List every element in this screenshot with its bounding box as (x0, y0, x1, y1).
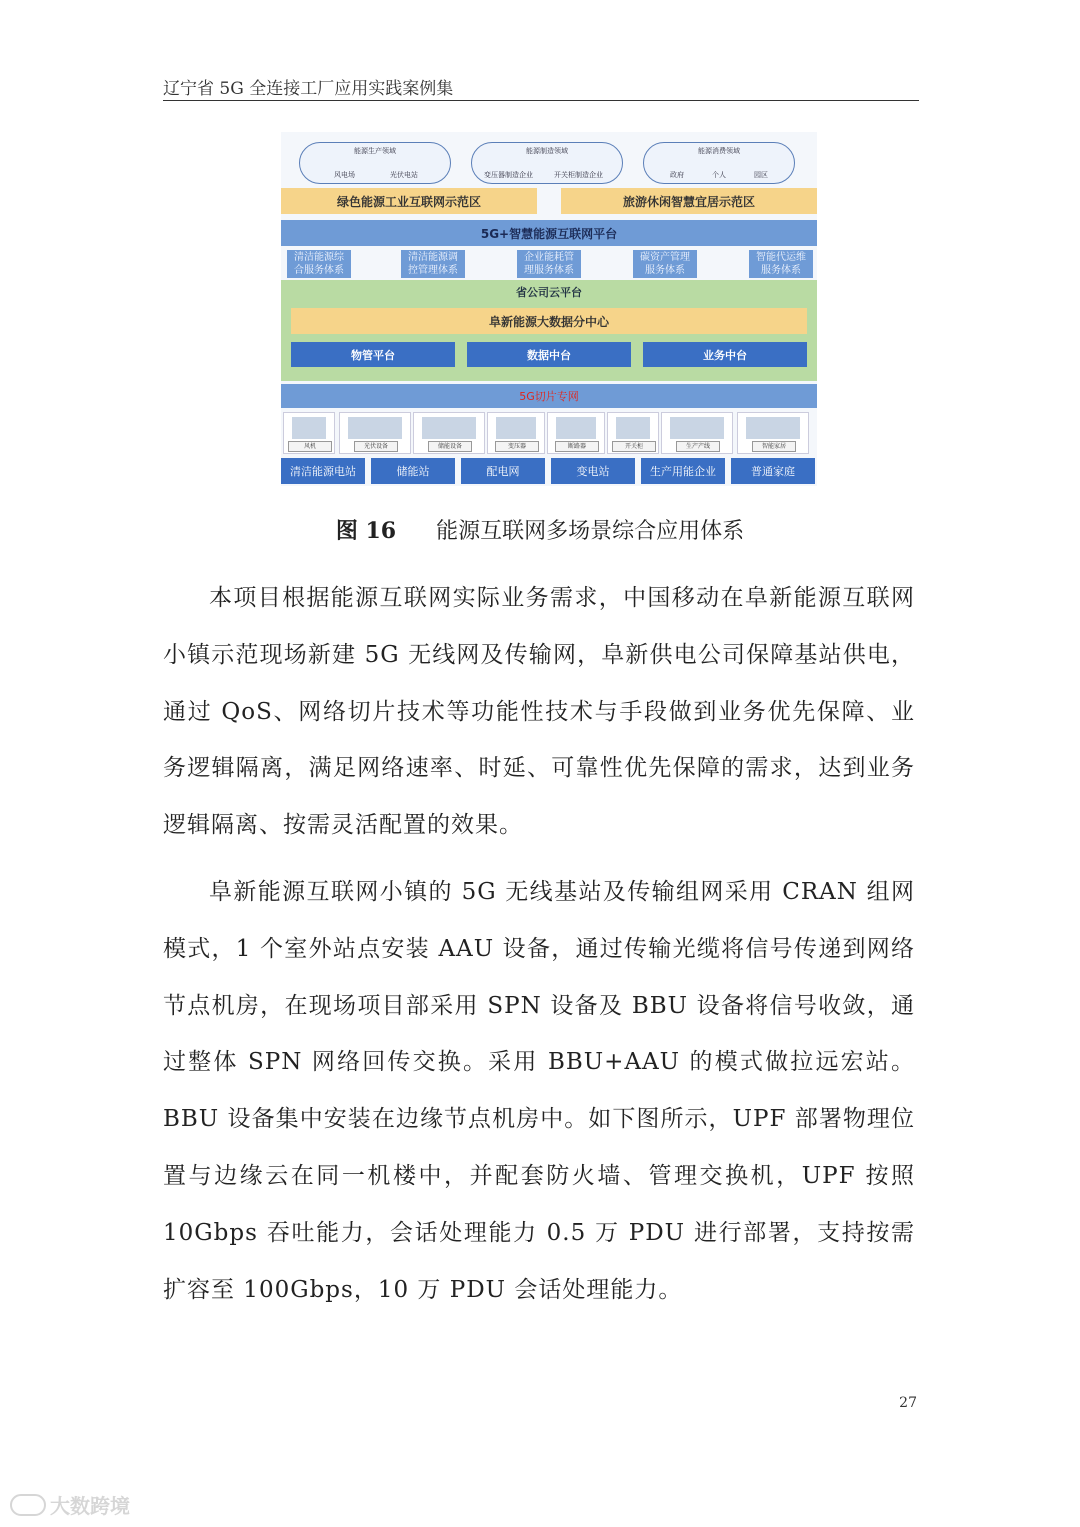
service-box: 清洁能源综 合服务体系 (287, 250, 351, 278)
equipment-label: 风机 (288, 441, 332, 452)
equipment-image (556, 417, 596, 439)
cloud-sub: 政府 (670, 171, 684, 179)
equipment-item (661, 412, 733, 454)
cloud-sub: 光伏电站 (390, 171, 418, 179)
service-box: 清洁能源调 控管理体系 (401, 250, 465, 278)
equipment-image (616, 417, 650, 439)
cloud-energy-consumption (643, 142, 795, 184)
site-box: 清洁能源电站 (281, 458, 365, 484)
equipment-image (422, 417, 476, 439)
middle-platform-iot: 物管平台 (291, 342, 455, 367)
equipment-image (670, 417, 724, 439)
equipment-label: 开关柜 (612, 441, 656, 452)
caption-text: 能源互联网多场景综合应用体系 (436, 519, 745, 544)
cloud-platform-title: 省公司云平台 (516, 286, 582, 299)
equipment-image (496, 417, 536, 439)
equipment-item (413, 412, 485, 454)
equipment-label: 智能家居 (752, 441, 796, 452)
figure-caption (0, 514, 1080, 545)
watermark-logo-icon (10, 1494, 46, 1516)
equipment-item (737, 412, 809, 454)
equipment-image (292, 417, 326, 439)
cloud-title: 能源制造领域 (526, 147, 568, 155)
middle-platform-business: 业务中台 (643, 342, 807, 367)
zone-tourism: 旅游休闲智慧宜居示范区 (561, 188, 817, 214)
zone-green-energy: 绿色能源工业互联网示范区 (281, 188, 537, 214)
cloud-sub: 园区 (754, 171, 768, 179)
caption-label: 图 16 (335, 518, 397, 544)
equipment-label: 生产产线 (676, 441, 720, 452)
equipment-label: 光伏设备 (354, 441, 398, 452)
body-paragraph: 阜新能源互联网小镇的 5G 无线基站及传输组网采用 CRAN 组网模式，1 个室外站点安装 AAU 设备，通过传输光缆将信号传递到网络节点机房，在现场项目部采用 SPN 设备及 BBU 设备将信号收敛，通过整体 SPN 网络回传交换。采用 BBU+AAU 的模式做拉远宏站。BBU 设备集中安装在边缘节点机房中。如下图所示，UPF 部署物理位置与边缘云在同一机楼中，并配套防火墙、管理交换机，UPF 按照 10Gbps 吞吐能力，会话处理能力 0.5 万 PDU 进行部署，支持按需扩容至 100Gbps，10 万 PDU 会话处理能力。 (163, 879, 915, 1303)
equipment-label: 储能设备 (428, 441, 472, 452)
cloud-sub: 个人 (712, 171, 726, 179)
platform-band: 5G+智慧能源互联网平台 (281, 220, 817, 246)
slice-network-band: 5G切片专网 (281, 384, 817, 408)
running-header: 辽宁省 5G 全连接工厂应用实践案例集 (163, 79, 454, 99)
service-box: 智能代运维 服务体系 (749, 250, 813, 278)
cloud-title: 能源消费领域 (698, 147, 740, 155)
body-paragraph: 本项目根据能源互联网实际业务需求，中国移动在阜新能源互联网小镇示范现场新建 5G 无线网及传输网，阜新供电公司保障基站供电，通过 QoS、网络切片技术等功能性技术与手段做到业务优先保障、业务逻辑隔离，满足网络速率、时延、可靠性优先保障的需求，达到业务逻辑隔离、按需灵活配置的效果。 (163, 585, 915, 839)
architecture-figure (281, 132, 817, 486)
watermark (10, 1490, 130, 1519)
data-center-band: 阜新能源大数据分中心 (291, 308, 807, 334)
equipment-item (487, 412, 545, 454)
cloud-energy-manufacturing (471, 142, 623, 184)
service-box: 企业能耗管 理服务体系 (517, 250, 581, 278)
equipment-label: 断路器 (555, 441, 599, 452)
site-box: 变电站 (551, 458, 635, 484)
equipment-item (339, 412, 411, 454)
service-box: 碳资产管理 服务体系 (633, 250, 697, 278)
equipment-image (348, 417, 402, 439)
cloud-sub: 风电场 (334, 171, 355, 179)
cloud-energy-production (299, 142, 451, 184)
equipment-item (547, 412, 605, 454)
equipment-item (607, 412, 659, 454)
middle-platform-data: 数据中台 (467, 342, 631, 367)
watermark-text: 大数跨境 (50, 1494, 130, 1518)
site-box: 生产用能企业 (641, 458, 725, 484)
equipment-image (746, 417, 800, 439)
page-number: 27 (899, 1395, 917, 1411)
site-box: 普通家庭 (731, 458, 815, 484)
cloud-sub: 开关柜制造企业 (554, 171, 603, 179)
site-box: 储能站 (371, 458, 455, 484)
site-box: 配电网 (461, 458, 545, 484)
header-rule (163, 100, 919, 101)
cloud-title: 能源生产领域 (354, 147, 396, 155)
cloud-sub: 变压器制造企业 (484, 171, 533, 179)
equipment-label: 变压器 (495, 441, 539, 452)
equipment-item (283, 412, 335, 454)
